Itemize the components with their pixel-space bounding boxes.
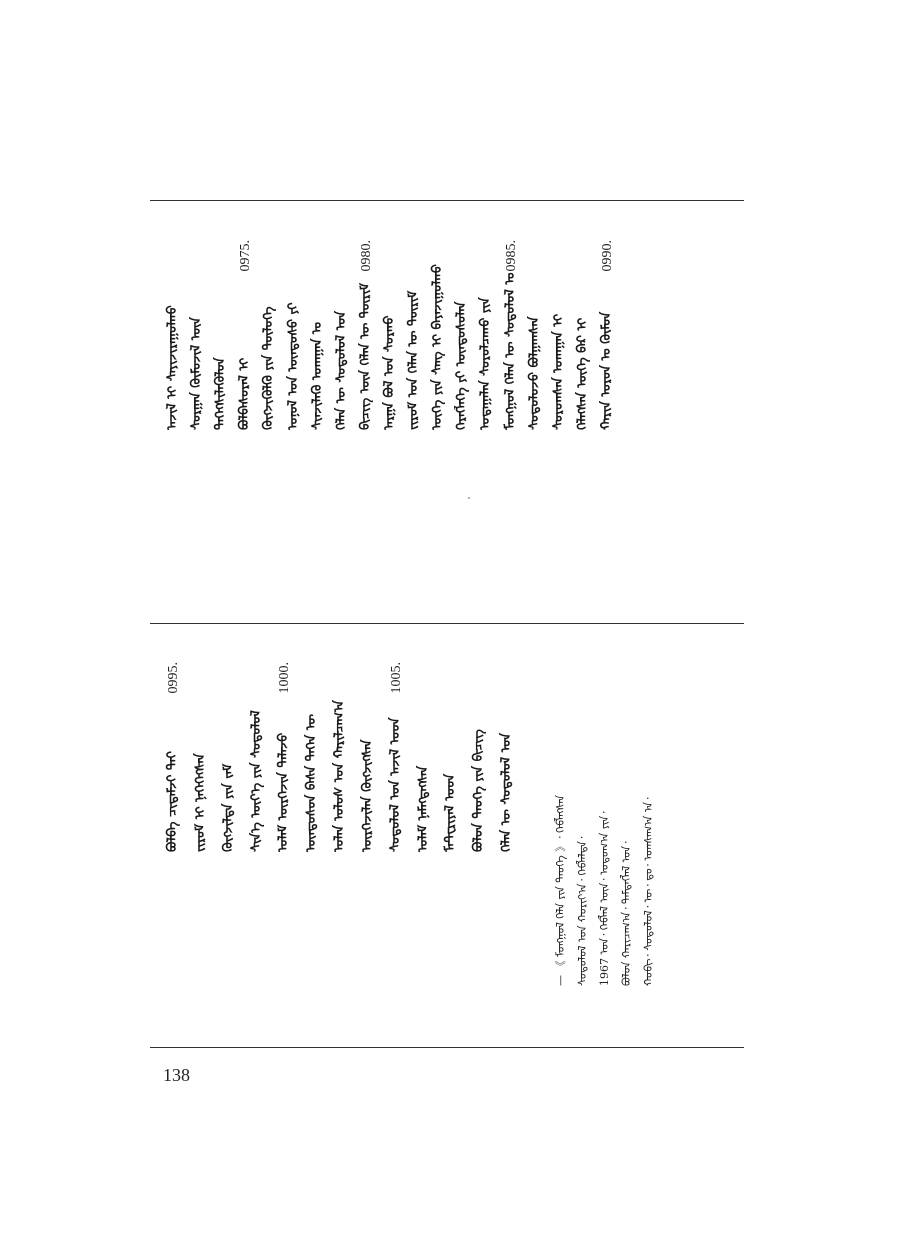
line-number: 0975. <box>238 240 254 272</box>
top-rule <box>150 200 744 201</box>
ink-speck <box>468 497 470 499</box>
verse-column <box>522 240 548 430</box>
middle-rule <box>150 623 744 624</box>
verse-column <box>425 240 451 430</box>
verse-line: ᠦᠨᠳᠦᠰᠦᠨ ᠪᠠᠰᠠ ᠲᠡᠭᠡᠨ ᠦ <box>304 714 320 852</box>
footnote-line: ᠬᠣᠪᠢ᠂ ᠰᠤᠳᠤᠯᠤᠯ᠂ ᠦ᠂ ᠳᠤ᠂ ᠤᠭᠰᠠᠭ᠎ᠠ ᠠ᠂ <box>642 797 655 986</box>
line-number: 0980. <box>358 240 374 272</box>
verse-column <box>271 662 297 852</box>
verse-line: ᠬᠡᠯᠡᠨ ᠦ ᠰᠤᠳᠤᠯᠤᠯ ᠤᠨ <box>333 310 349 430</box>
verse-line: ᠪᠢᠴᠢᠭ ᠦᠨ ᠬᠡᠯᠡᠨ ᠦ ᠳᠦᠷᠢᠮ <box>357 282 373 430</box>
verse-column <box>438 662 464 852</box>
verse-column <box>411 662 437 852</box>
verse-line: ᠪᠣᠯᠪᠠ ᠴᠢᠳᠠᠮᠵᠢ ᠲᠠᠢ <box>165 751 180 852</box>
verse-column <box>216 662 242 852</box>
verse-column <box>256 240 282 430</box>
verse-column <box>299 662 325 852</box>
verse-line: ᠬᠥᠭᠵᠢᠭᠦᠯᠬᠦ ᠶᠢᠨ ᠲᠥᠯᠥᠭᠡ <box>261 306 277 430</box>
verse-line: ᠬᠡᠯᠡᠨ ᠦ ᠰᠤᠳᠤᠯᠤᠯ ᠤᠨ <box>499 732 514 852</box>
line-number: 1000. <box>277 662 293 694</box>
footnote-block <box>540 736 660 986</box>
verse-line: ᠪᠣᠯᠪᠠᠰᠤᠷᠠᠯ ᠢ <box>237 357 253 430</box>
verse-line: ᠬᠡᠯᠡᠭᠰᠡᠨ ᠦᠭᠡ ᠪᠠᠷ ᠢ <box>574 317 590 430</box>
verse-column <box>401 240 427 430</box>
verse-line: ᠤᠯᠠᠮ ᠨᠡᠮᠡᠭᠳᠡᠭᠰᠡᠨ <box>415 765 431 852</box>
verse-line: ᠤᠳᠠᠭᠠᠯᠠᠨ ᠰᠤᠷᠤᠯᠴᠠᠬᠤ ᠶᠢᠨ <box>478 297 494 430</box>
verse-column <box>281 240 307 430</box>
verse-column <box>232 240 258 430</box>
verse-line: ᠰᠤᠳᠤᠯᠤᠯ ᠤᠨ ᠠᠵᠢᠯ ᠤᠳ <box>387 717 403 852</box>
verse-line: ᠬᠥᠭᠵᠢᠯᠲᠡ ᠶᠢᠨ ᠵᠠᠮ <box>220 763 236 852</box>
verse-line: ᠳᠡᠭᠡᠭᠰᠢᠯᠡᠭᠦᠯᠦᠨ <box>213 357 229 430</box>
verse-line: ᠮᠠᠲ᠋ᠧᠷᠢᠶᠠᠯ ᠤᠳ <box>443 773 459 852</box>
verse-column <box>449 240 475 430</box>
verse-line: ᠰᠤᠷᠤᠭᠰᠠᠨ ᠤᠬᠠᠭᠠᠨ ᠢ <box>550 313 566 430</box>
verse-column <box>160 662 186 852</box>
line-number: 0995. <box>166 662 181 694</box>
verse-column <box>188 662 214 852</box>
verse-line: ᠰᠤᠳᠤᠯᠤᠵᠤ ᠪᠣᠯᠭᠠᠭᠰᠠᠨ <box>526 316 542 430</box>
verse-line: ᠰᠢᠨ᠎ᠡ ᠦᠶ᠎ᠡ ᠶᠢᠨ ᠰᠤᠳᠤᠯᠤᠯ <box>248 710 264 852</box>
verse-column <box>570 240 596 430</box>
verse-column <box>327 662 353 852</box>
bottom-verse-block <box>160 662 520 852</box>
verse-column <box>305 240 331 430</box>
verse-line: ᠤᠯᠠᠮ ᠥᠷᠭᠡᠵᠢᠨ ᠲᠡᠯᠡᠵᠦ <box>276 732 292 852</box>
top-verse-block <box>160 240 620 430</box>
line-number: 0985. <box>503 240 519 272</box>
footnote-line: 1967 ᠣᠨ᠂ ᠬᠡᠪᠯᠡᠯ ᠦᠨ᠂ ᠣᠳᠣᠭ᠎ᠠ ᠶᠢᠨ᠂ <box>598 811 611 986</box>
line-number: 0990. <box>600 240 615 272</box>
verse-column <box>546 240 572 430</box>
verse-column <box>184 240 210 430</box>
verse-line: ᠵᠢᠷᠤᠮ ᠢ ᠨᠡᠭᠡᠭᠡᠭᠰᠡᠨ <box>192 753 208 852</box>
verse-column <box>244 662 270 852</box>
verse-column <box>353 240 379 430</box>
verse-line: ᠣᠨᠣᠯ ᠤᠨ ᠦᠨᠳᠦᠰᠦ ᠶᠢ <box>285 302 301 430</box>
footnote-line: ᠪᠣᠯᠤᠨ ᠬᠠᠷᠢᠴᠠᠭ᠎ᠠ᠂ ᠲᠡᠮᠳᠡᠭᠯᠡᠯ ᠤᠨ᠂ <box>620 841 633 986</box>
verse-column <box>329 240 355 430</box>
verse-column <box>473 240 499 430</box>
verse-line: ᠬᠡᠷᠡᠭᠯᠡᠭᠡ ᠶᠢ ᠦᠨᠳᠦᠰᠦᠯᠡᠨ <box>454 301 470 430</box>
footnote-line: ᠰᠤᠳᠤᠯᠤᠯ ᠤᠨ ᠬᠣᠷᠢᠶ᠎ᠠ᠂ ᠬᠡᠪᠯᠡᠯᠲᠡ᠂ <box>576 836 589 986</box>
verse-column <box>466 662 492 852</box>
verse-line: ᠰᠢᠨᠵᠢᠯᠡᠬᠦ ᠤᠬᠠᠭᠠᠨ ᠤ <box>309 321 325 430</box>
verse-line: ᠠᠵᠢᠯ ᠢ ᠰᠠᠶᠢᠵᠢᠷᠠᠭᠤᠯᠬᠤ <box>165 305 180 430</box>
verse-column <box>594 240 620 430</box>
verse-column <box>494 662 520 852</box>
verse-line: ᠮᠣᠩᠭᠣᠯ ᠬᠡᠯᠡᠨ ᠦ ᠰᠤᠳᠤᠯᠤᠯ ᠤ <box>502 272 518 430</box>
verse-line: ᠣᠯᠠᠨ ᠤᠯᠤᠰ ᠤᠨ ᠬᠠᠷᠢᠯᠴᠠᠭ᠎ᠠ <box>332 700 347 852</box>
verse-line: ᠵᠢᠷᠤᠮ ᠤᠨ ᠬᠡᠯᠡᠨ ᠦ ᠳᠦᠷᠢᠮ <box>406 290 422 430</box>
verse-line: ᠦᠭᠡ ᠶᠢᠨ ᠰᠠᠩ ᠢ ᠪᠠᠶᠠᠵᠢᠭᠤᠯᠬᠤ <box>430 264 446 430</box>
verse-column <box>160 240 186 430</box>
verse-line: ᠪᠣᠯᠤᠨ ᠲᠡᠦᠬᠡ ᠶᠢᠨ ᠪᠢᠴᠢᠭ <box>471 729 487 852</box>
verse-column <box>208 240 234 430</box>
footnote-line: — 《 ᠮᠣᠩᠭᠣᠯ ᠬᠡᠯᠡ ᠶᠢᠨ ᠲᠡᠦᠬᠡ 》᠂ ᠬᠡᠪᠯᠡᠭᠰᠡᠨ <box>554 795 567 986</box>
verse-line: ᠬᠠᠷᠢᠨ ᠣᠷᠣᠨ ᠤ ᠬᠦᠮᠦᠨ <box>599 311 614 430</box>
verse-column <box>383 662 409 852</box>
bottom-rule <box>150 1047 744 1048</box>
verse-column <box>355 662 381 852</box>
verse-column <box>498 240 524 430</box>
verse-line: ᠠᠷᠭᠠ ᠪᠣᠯ ᠤᠨ ᠰᠤᠷᠬᠤ <box>382 315 397 430</box>
line-number: 1005. <box>388 662 404 694</box>
verse-line: ᠰᠤᠷᠭᠠᠨ ᠬᠥᠮᠦᠵᠢᠯ ᠦᠨ <box>189 317 205 430</box>
verse-column <box>377 240 403 430</box>
page-number: 138 <box>163 1065 190 1085</box>
verse-line: ᠦᠷᠭᠡᠵᠢᠯᠡᠨ ᠬᠥᠭᠵᠢᠭᠰᠡᠨ <box>359 739 375 852</box>
